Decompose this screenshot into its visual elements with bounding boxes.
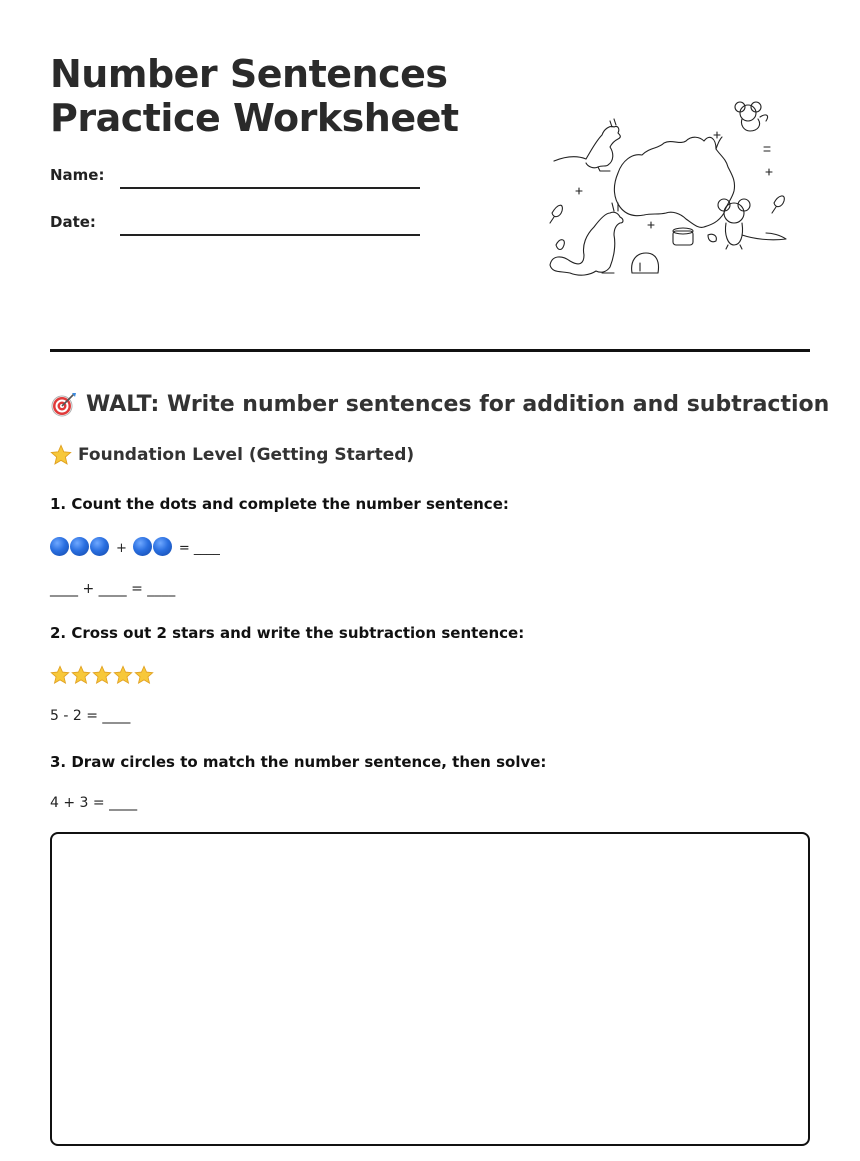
plus-sign: +	[116, 541, 127, 556]
question-1-sentence[interactable]: ____ + ____ = ____	[50, 581, 176, 597]
question-1-prompt: 1. Count the dots and complete the number sentence:	[50, 495, 509, 513]
name-field[interactable]	[120, 187, 420, 189]
title-line-2: Practice Worksheet	[50, 96, 459, 140]
star-icon[interactable]	[50, 665, 70, 685]
star-icon	[50, 444, 72, 466]
walt-text: WALT: Write number sentences for addition and subtraction	[86, 391, 830, 417]
question-2-sentence[interactable]: 5 - 2 = ____	[50, 708, 131, 724]
walt-heading	[50, 390, 829, 418]
equals-blank: = ____	[178, 541, 220, 556]
star-icon[interactable]	[134, 665, 154, 685]
name-label: Name:	[50, 166, 105, 184]
worksheet-title	[50, 52, 459, 140]
question-3-sentence[interactable]: 4 + 3 = ____	[50, 795, 138, 811]
blue-dot-icon	[153, 537, 172, 556]
date-label: Date:	[50, 213, 96, 231]
star-icon[interactable]	[113, 665, 133, 685]
dots-group-right	[133, 537, 173, 560]
star-icon[interactable]	[92, 665, 112, 685]
level-heading	[50, 444, 414, 466]
drawing-area[interactable]	[50, 832, 810, 1146]
title-line-1: Number Sentences	[50, 52, 448, 96]
blue-dot-icon	[133, 537, 152, 556]
blue-dot-icon	[90, 537, 109, 556]
star-icon[interactable]	[71, 665, 91, 685]
question-1-dots	[50, 537, 226, 560]
question-2-prompt: 2. Cross out 2 stars and write the subtraction sentence:	[50, 624, 525, 642]
question-3-prompt: 3. Draw circles to match the number sentence, then solve:	[50, 753, 547, 771]
level-text: Foundation Level (Getting Started)	[78, 445, 415, 465]
blue-dot-icon	[70, 537, 89, 556]
dots-group-left	[50, 537, 110, 560]
blue-dot-icon	[50, 537, 69, 556]
australia-animals-illustration	[540, 95, 800, 285]
target-icon	[50, 390, 78, 418]
header-divider	[50, 349, 810, 352]
question-2-stars[interactable]	[50, 665, 155, 685]
date-field[interactable]	[120, 234, 420, 236]
